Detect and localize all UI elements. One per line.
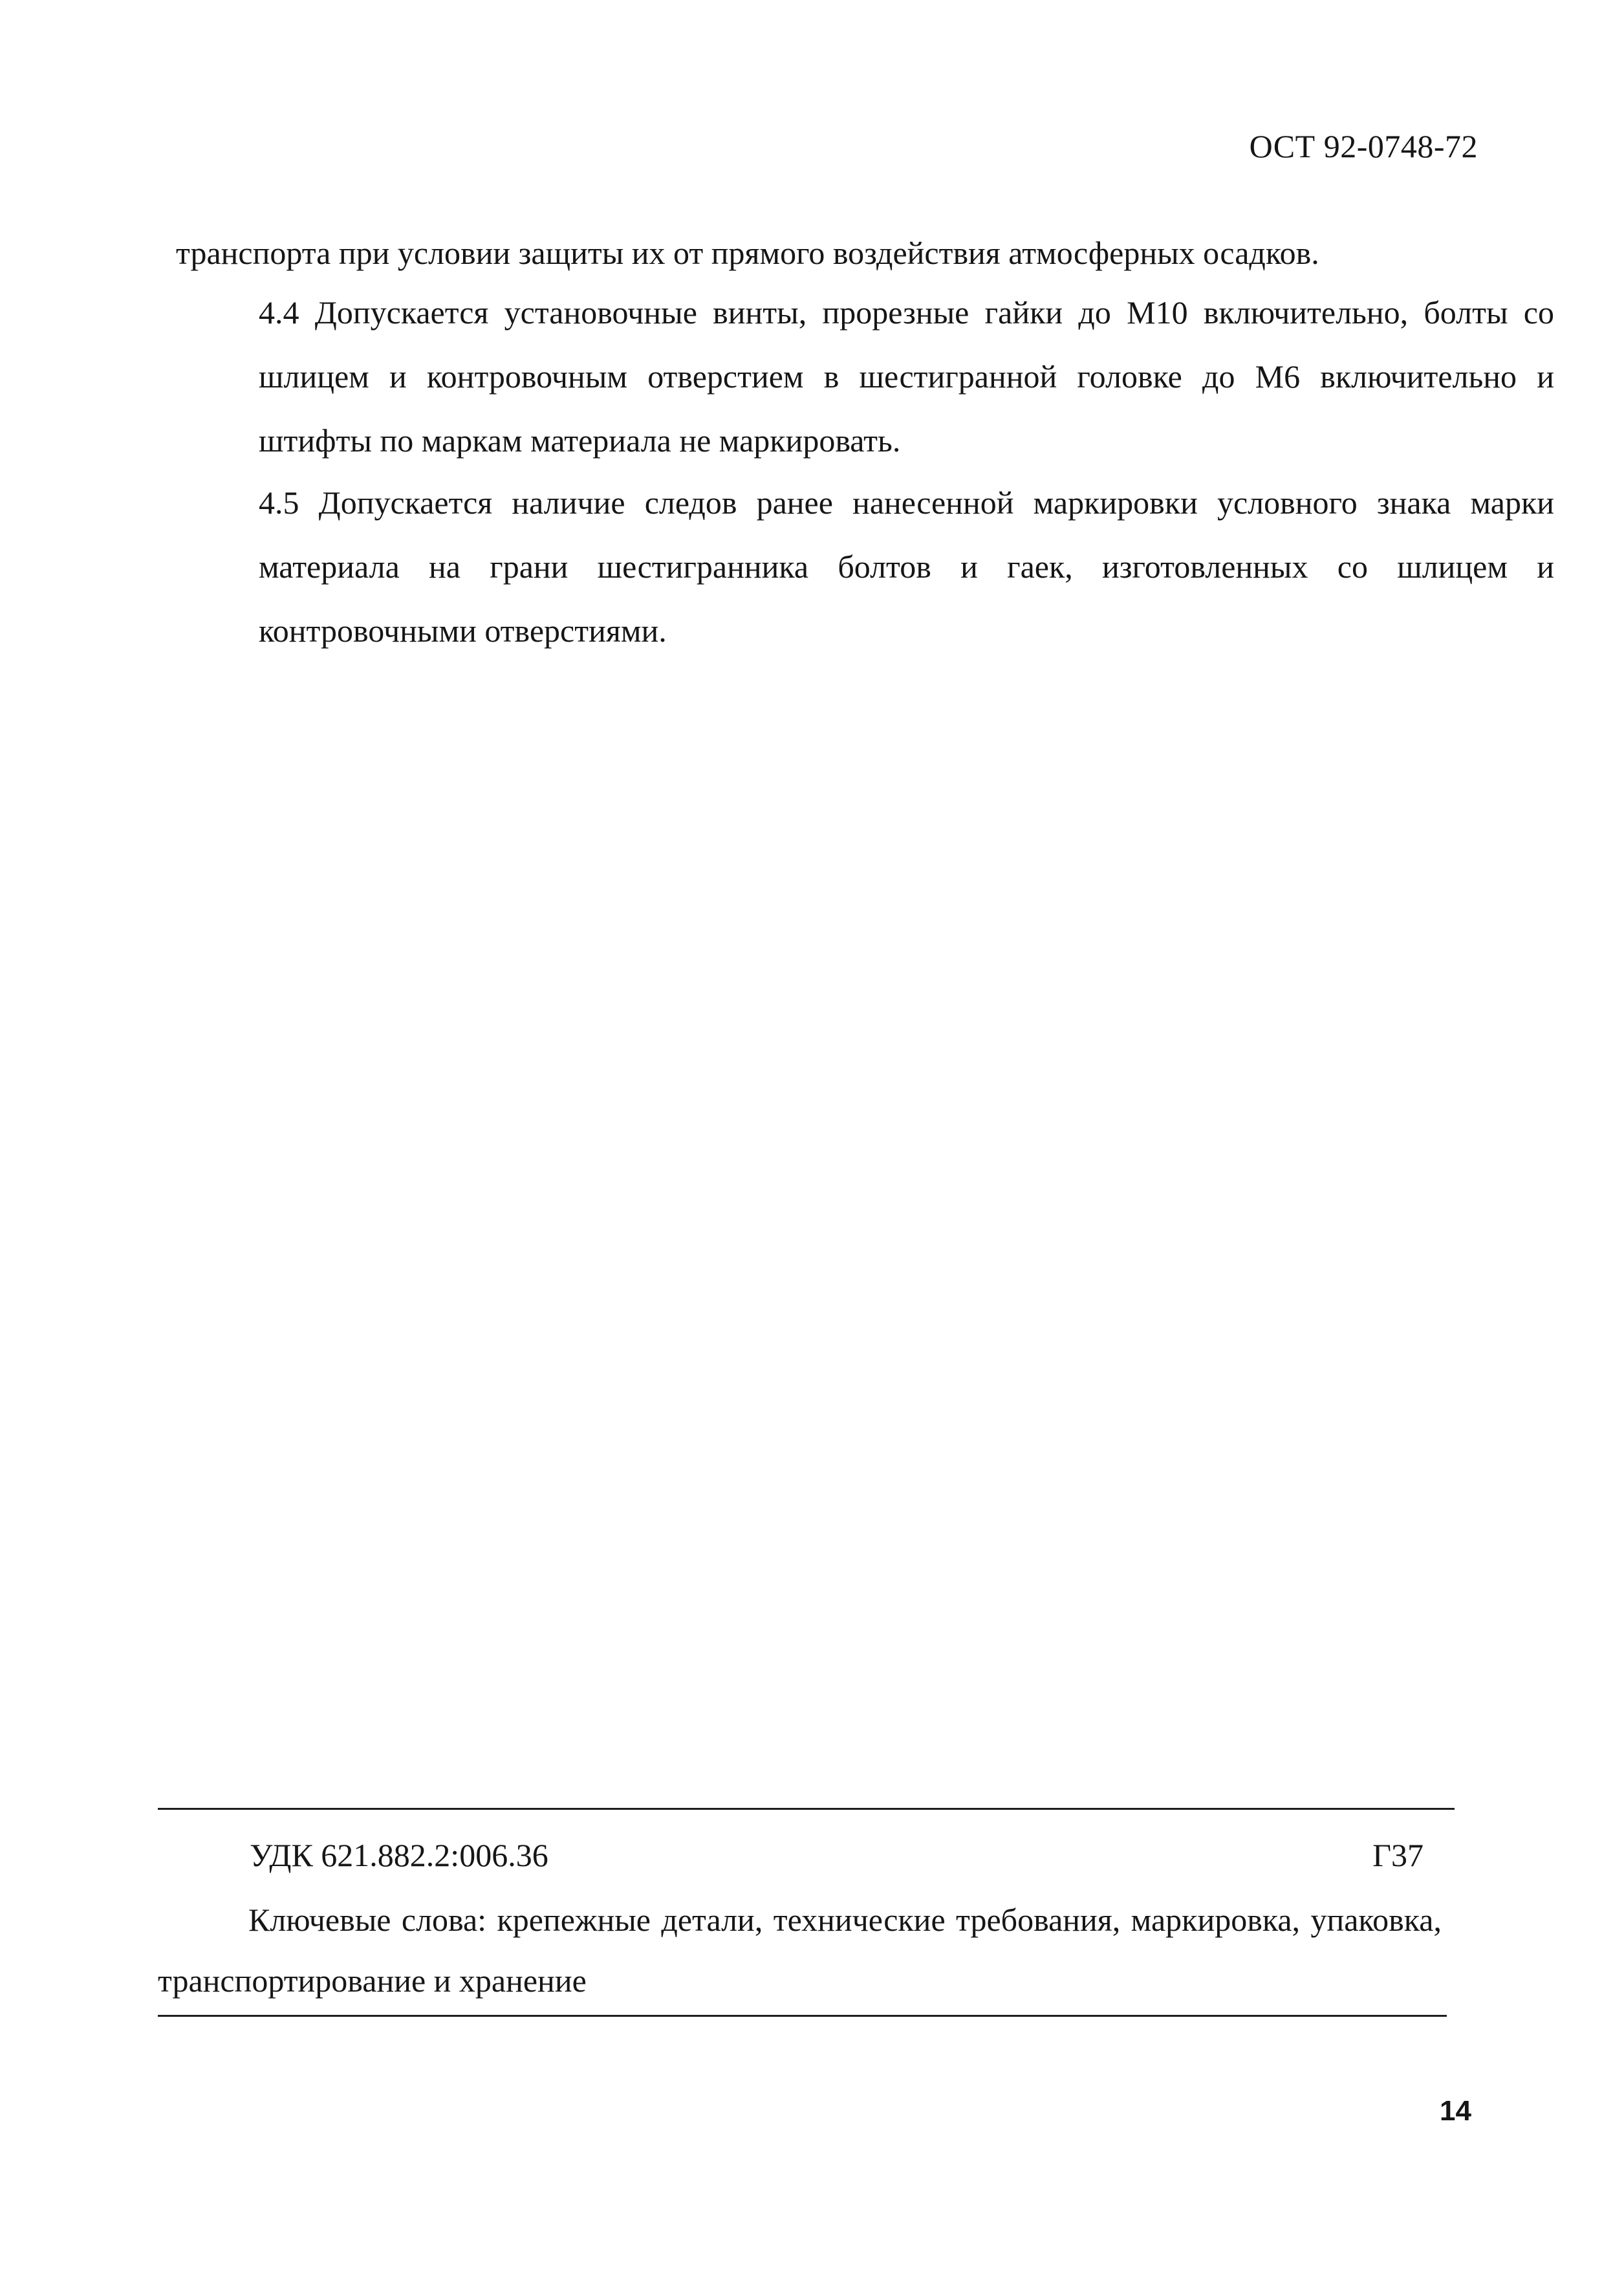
document-code: ОСТ 92-0748-72 (1249, 128, 1478, 164)
udk-code: УДК 621.882.2:006.36 (250, 1837, 548, 1873)
keywords: Ключевые слова: крепежные детали, технические требования, маркировка, упаковка, транспортирование и хранение (158, 1902, 1442, 1999)
classification-code: Г37 (1372, 1837, 1424, 1873)
clause-4-5: 4.5 Допускается наличие следов ранее нанесенной маркировки условного знака марки материала на грани шестигранника болтов и гаек, изготовленных со шлицем и контровочными отверстиями. (259, 484, 1554, 649)
divider-bottom (158, 2015, 1447, 2017)
divider-top (158, 1808, 1455, 1810)
page-number: 14 (1440, 2095, 1471, 2127)
paragraph-continuation: транспорта при условии защиты их от прямого воздействия атмосферных осадков. (176, 235, 1319, 271)
clause-4-4: 4.4 Допускается установочные винты, прорезные гайки до М10 включительно, болты со шлицем и контровочным отверстием в шестигранной головке до М6 включительно и штифты по маркам материала не маркировать. (259, 294, 1554, 459)
